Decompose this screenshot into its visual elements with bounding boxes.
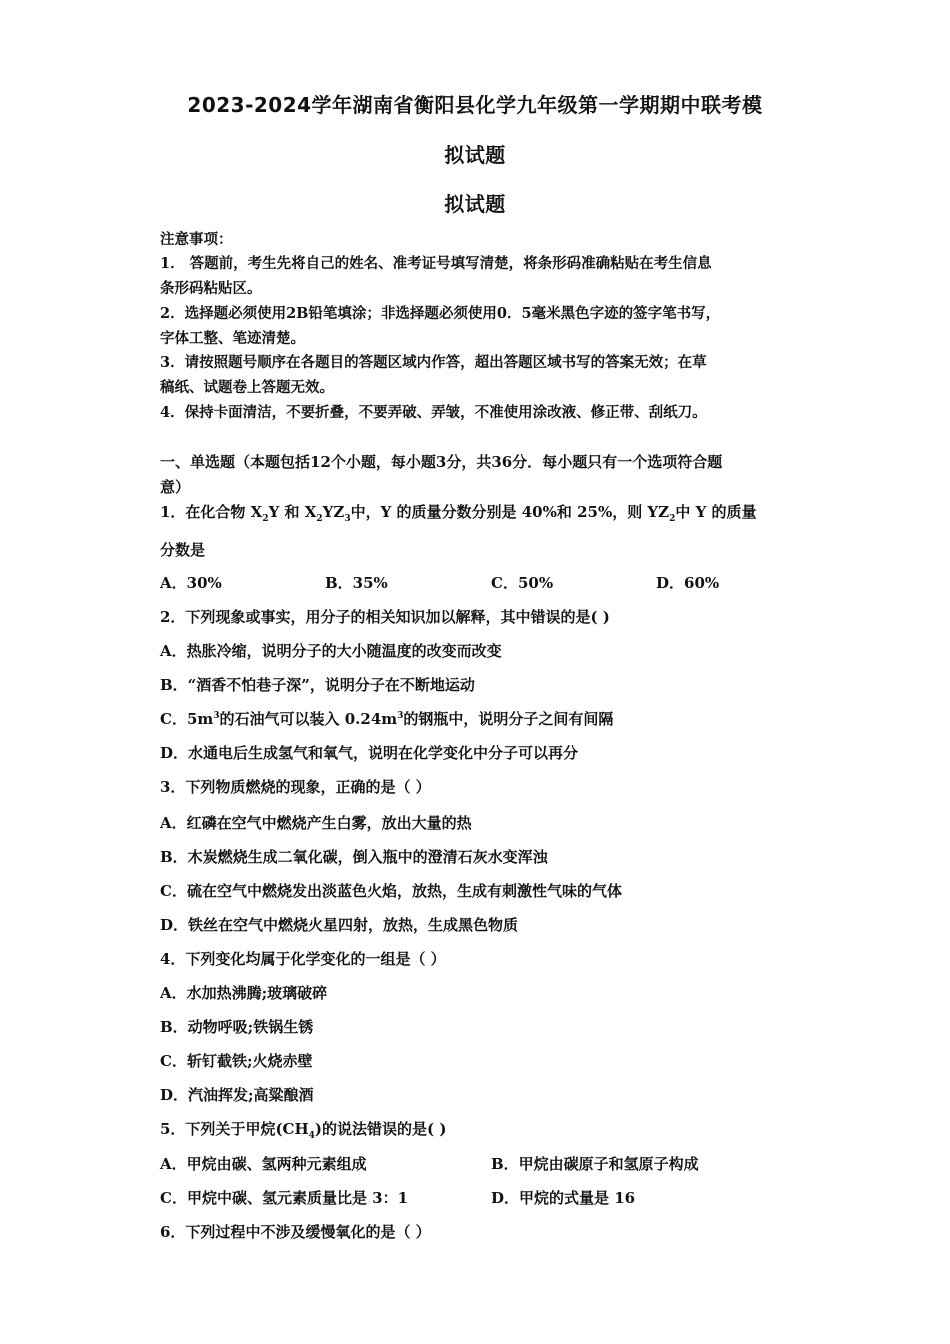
q3-option-c[interactable]: C．硫在空气中燃烧发出淡蓝色火焰，放热，生成有刺激性气味的气体	[160, 882, 622, 900]
question-3-stem: 3．下列物质燃烧的现象，正确的是（ ）	[160, 778, 431, 796]
q4-option-a[interactable]: A．水加热沸腾;玻璃破碎	[160, 984, 328, 1002]
notice-item-1-cont: 条形码粘贴区。	[160, 280, 262, 297]
q3-option-d[interactable]: D．铁丝在空气中燃烧火星四射，放热，生成黑色物质	[160, 916, 519, 934]
question-4-stem: 4．下列变化均属于化学变化的一组是（ ）	[160, 950, 446, 968]
q2-option-b[interactable]: B．“酒香不怕巷子深”，说明分子在不断地运动	[160, 676, 475, 694]
notice-item-2: 2．选择题必须使用2B铅笔填涂；非选择题必须使用0．5毫米黑色字迹的签字笔书写，	[160, 305, 721, 322]
section-heading: 一、单选题（本题包括12个小题，每小题3分，共36分．每小题只有一个选项符合题	[160, 453, 723, 471]
notice-item-4: 4．保持卡面清洁，不要折叠，不要弄破、弄皱，不准使用涂改液、修正带、刮纸刀。	[160, 404, 707, 421]
q4-option-c[interactable]: C．斩钉截铁;火烧赤壁	[160, 1052, 313, 1070]
q1-option-c[interactable]: C．50%	[491, 574, 554, 592]
q1-option-b[interactable]: B．35%	[325, 574, 388, 592]
notice-item-3-cont: 稿纸、试题卷上答题无效。	[160, 379, 334, 396]
q5-option-a[interactable]: A．甲烷由碳、氢两种元素组成	[160, 1155, 367, 1173]
exam-title-line2: 拟试题	[444, 143, 506, 167]
question-1-stem: 1．在化合物 $X_2Y$ 和 $X_2YZ_3$中，Y 的质量分数分别是 40%和 25%，则 $YZ_2$中 Y 的质量	[160, 503, 757, 524]
q1-option-a[interactable]: A．30%	[160, 574, 222, 592]
q4-option-d[interactable]: D．汽油挥发;高粱酿酒	[160, 1086, 314, 1104]
q5-option-d[interactable]: D．甲烷的式量是 16	[491, 1189, 636, 1207]
q2-option-d[interactable]: D．水通电后生成氢气和氧气，说明在化学变化中分子可以再分	[160, 744, 579, 762]
q2-option-c[interactable]: C．$5m^3$的石油气可以装入 $0.24m^3$的钢瓶中，说明分子之间有间隔	[160, 710, 614, 728]
exam-title-line3: 拟试题	[444, 192, 506, 216]
q3-option-a[interactable]: A．红磷在空气中燃烧产生白雾，放出大量的热	[160, 814, 472, 832]
q1-option-d[interactable]: D．60%	[656, 574, 720, 592]
notice-item-3: 3．请按照题号顺序在各题目的答题区域内作答，超出答题区域书写的答案无效；在草	[160, 354, 707, 371]
q5-option-b[interactable]: B．甲烷由碳原子和氢原子构成	[491, 1155, 699, 1173]
question-5-stem: 5．下列关于甲烷$(CH_4)$的说法错误的是( )	[160, 1120, 447, 1141]
q3-option-b[interactable]: B．木炭燃烧生成二氧化碳，倒入瓶中的澄清石灰水变浑浊	[160, 848, 548, 866]
question-6-stem: 6．下列过程中不涉及缓慢氧化的是（ ）	[160, 1223, 431, 1241]
exam-title-line1: 2023-2024学年湖南省衡阳县化学九年级第一学期期中联考模	[187, 93, 763, 117]
question-2-stem: 2．下列现象或事实，用分子的相关知识加以解释，其中错误的是( )	[160, 608, 610, 626]
q4-option-b[interactable]: B．动物呼吸;铁锅生锈	[160, 1018, 314, 1036]
question-1-stem-cont: 分数是	[160, 541, 206, 559]
notice-item-1: 1． 答题前，考生先将自己的姓名、准考证号填写清楚，将条形码准确粘贴在考生信息	[160, 255, 712, 272]
section-heading-cont: 意）	[160, 478, 191, 496]
q5-option-c[interactable]: C．甲烷中碳、氢元素质量比是 3：1	[160, 1189, 409, 1207]
notice-item-2-cont: 字体工整、笔迹清楚。	[160, 330, 305, 347]
notice-heading: 注意事项：	[160, 231, 233, 248]
q2-option-a[interactable]: A．热胀冷缩，说明分子的大小随温度的改变而改变	[160, 642, 502, 660]
